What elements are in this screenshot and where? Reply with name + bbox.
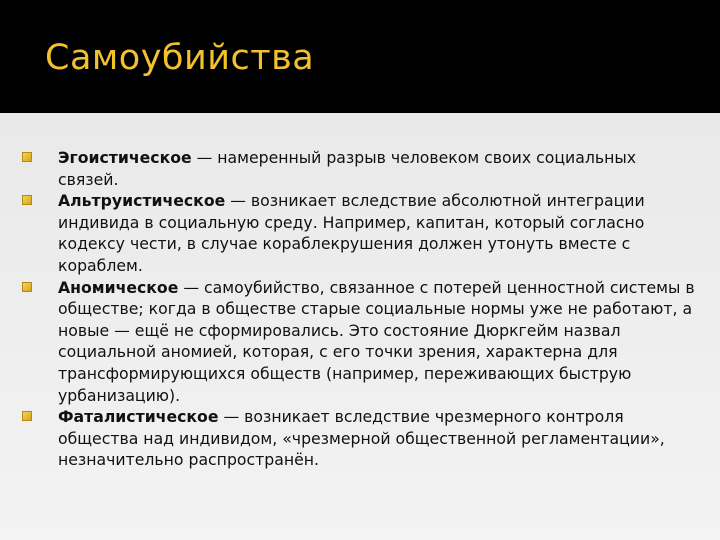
bullet-term: Альтруистическое xyxy=(58,191,226,211)
bullet-item-altruistic xyxy=(58,190,698,276)
title-bar xyxy=(0,0,720,113)
slide-title: Самоубийства xyxy=(45,38,315,78)
bullet-item-anomic xyxy=(58,277,698,407)
bullet-list xyxy=(58,147,698,471)
bullet-term: Аномическое xyxy=(58,277,179,297)
square-bullet-icon xyxy=(22,195,32,205)
bullet-text: — возникает вследствие абсолютной интеграции индивида в социальную среду. Например, капитан, который согласно кодексу чести, в случае кораблекрушения должен утонуть вместе с кораблем. xyxy=(58,191,645,275)
square-bullet-icon xyxy=(22,152,32,162)
square-bullet-icon xyxy=(22,411,32,421)
square-bullet-icon xyxy=(22,282,32,292)
bullet-item-egoistic xyxy=(58,147,698,190)
bullet-text: — возникает вследствие чрезмерного контроля общества над индивидом, «чрезмерной общественной регламентации», незначительно распространён. xyxy=(58,407,665,470)
bullet-text: — самоубийство, связанное с потерей ценностной системы в обществе; когда в обществе старые социальные нормы уже не работают, а новые — ещё не сформировались. Это состояние Дюркгейм назвал социальной аномией, которая, с его точки зрения, характерна для трансформирующихся обществ (например, переживающих быструю урбанизацию). xyxy=(58,277,695,405)
bullet-item-fatalistic xyxy=(58,406,698,471)
bullet-text: — намеренный разрыв человеком своих социальных связей. xyxy=(58,148,637,189)
bullet-term: Фаталистическое xyxy=(58,407,219,427)
bullet-term: Эгоистическое xyxy=(58,148,192,167)
